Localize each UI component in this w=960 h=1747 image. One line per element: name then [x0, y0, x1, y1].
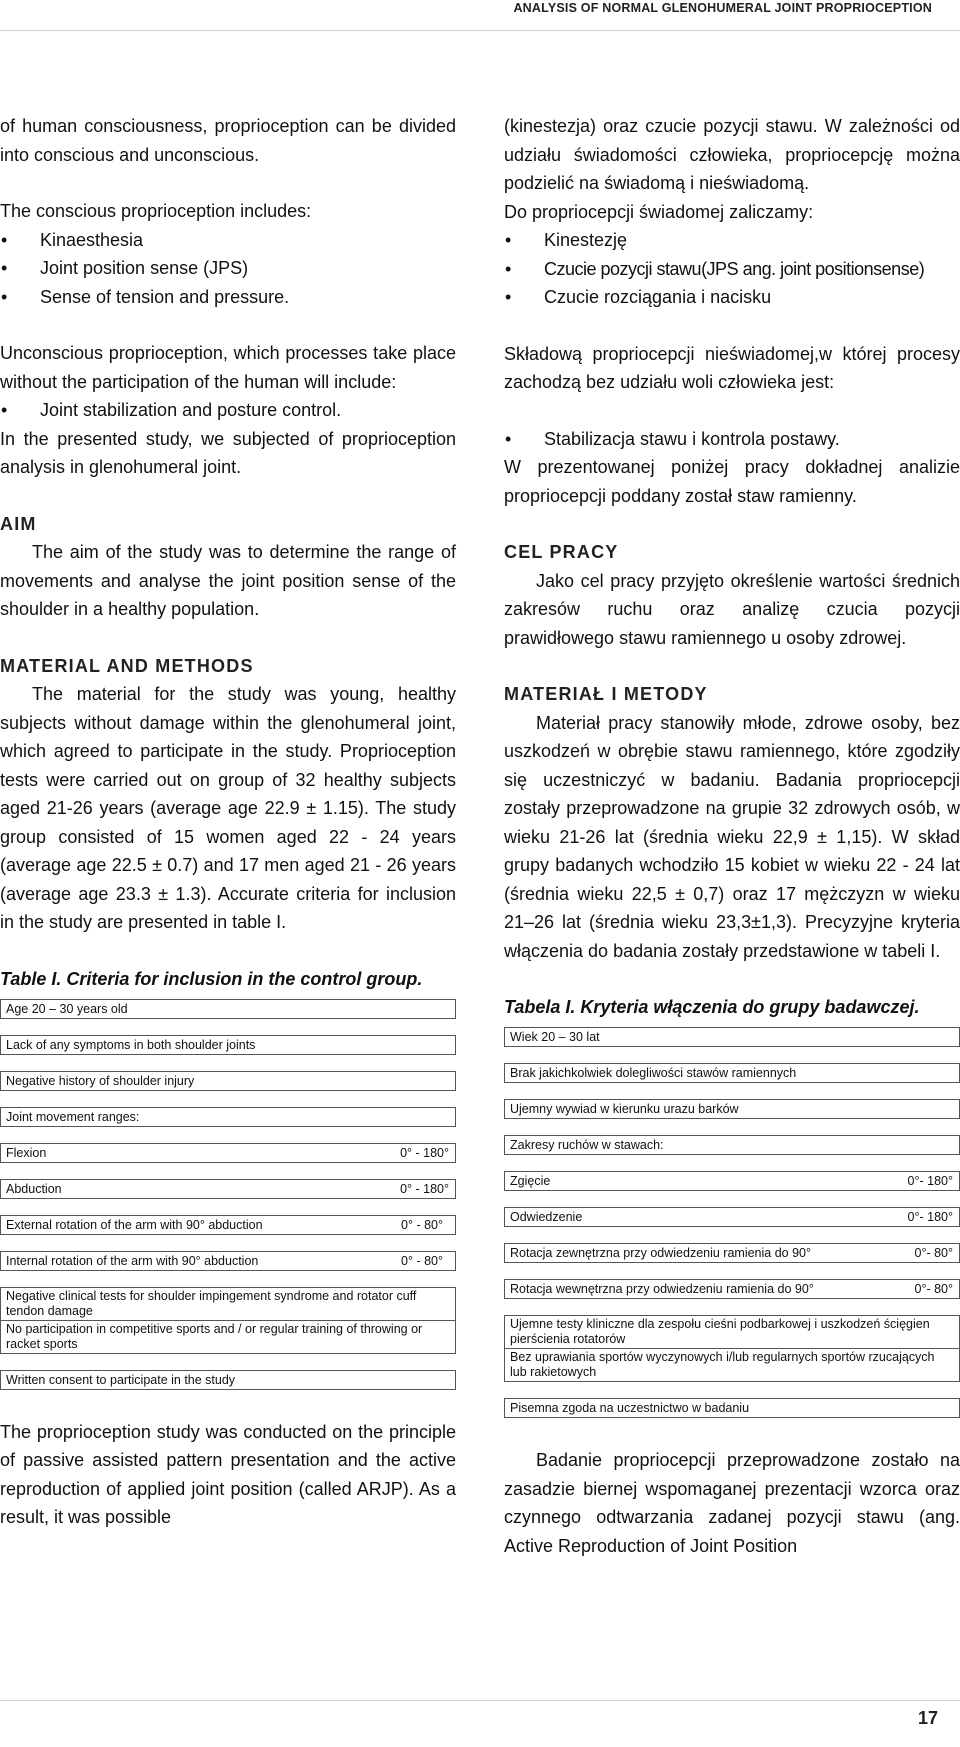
- list-item: • Kinestezję: [504, 226, 960, 255]
- conscious-list: [504, 226, 960, 312]
- row-label: Internal rotation of the arm with 90° abduction: [6, 1253, 259, 1268]
- table-row: [504, 1279, 960, 1299]
- unconscious-list: [504, 425, 960, 454]
- row-label: Ujemny wywiad w kierunku urazu barków: [510, 1102, 739, 1116]
- row-label: Zgięcie: [510, 1174, 551, 1188]
- table-row: [504, 1099, 960, 1119]
- table-row: [504, 1243, 960, 1263]
- conscious-list: [0, 226, 456, 312]
- unconscious-lead: Unconscious proprioception, which processes take place without the participation of the human will include:: [0, 343, 456, 392]
- table-row: [0, 1370, 456, 1390]
- row-label: Zakresy ruchów w stawach:: [510, 1138, 664, 1152]
- conscious-lead: Do propriocepcji świadomej zaliczamy:: [504, 201, 814, 222]
- row-label: No participation in competitive sports and / or regular training of throwing or racket sports: [6, 1321, 423, 1351]
- unconscious-lead: Składową propriocepcji nieświadomej,w której procesy zachodzą bez udziału woli człowieka jest:: [504, 343, 960, 392]
- header-divider: [0, 30, 960, 31]
- table-row: [504, 1135, 960, 1155]
- list-item: • Czucie rozciągania i nacisku: [504, 283, 960, 312]
- row-label: Negative history of shoulder injury: [6, 1073, 195, 1088]
- table-row: [0, 1179, 456, 1199]
- row-value: 0°- 180°: [907, 1210, 953, 1224]
- row-value: 0°- 80°: [914, 1282, 953, 1296]
- row-value: 0° - 80°: [401, 1253, 443, 1268]
- footer-divider: [0, 1700, 960, 1701]
- table-row: [0, 1215, 456, 1235]
- row-label: Flexion: [6, 1145, 47, 1160]
- table-row: [0, 1143, 456, 1163]
- row-label: Bez uprawiania sportów wyczynowych i/lub regularnych sportów rzucających lub rakietowych: [510, 1350, 935, 1379]
- table-row: [504, 1063, 960, 1083]
- row-value: 0°- 180°: [907, 1174, 953, 1188]
- table-row: [504, 1315, 960, 1348]
- table-row: [0, 1071, 456, 1091]
- study-paragraph: In the presented study, we subjected of proprioception analysis in glenohumeral joint.: [0, 428, 456, 477]
- table-row: [0, 999, 456, 1019]
- list-item: • Joint stabilization and posture control.: [0, 396, 456, 425]
- row-label: Lack of any symptoms in both shoulder joints: [6, 1037, 256, 1052]
- aim-heading: AIM: [0, 513, 37, 534]
- table-row: [0, 1287, 456, 1320]
- table-caption: Tabela I. Kryteria włączenia do grupy badawczej.: [504, 997, 920, 1017]
- closing-paragraph: Badanie propriocepcji przeprowadzone zostało na zasadzie biernej wspomaganej prezentacji wzorca oraz czynnego odtwarzania zadanej pozycji stawu (ang. Active Reproduction of Joint Position: [504, 1450, 960, 1556]
- methods-paragraph: Materiał pracy stanowiły młode, zdrowe osoby, bez uszkodzeń w obrębie stawu ramiennego, które zgodziły się uczestniczyć w badaniu. Badania propriocepcji zostały przeprowadzone na grupie 32 zdrowych osób, w wieku 21-26 lat (średnia wieku 22,9 ± 1,15). W skład grupy badanych wchodziło 15 kobiet w wieku 22 - 24 lat (średnia wieku 22,5 ± 0,7) oraz 17 mężczyzn w wieku 21–26 lat (średnia wieku 23,3±1,3). Precyzyjne kryteria włączenia do badania zostały przedstawione w tabeli I.: [504, 712, 960, 961]
- table-row: [504, 1207, 960, 1227]
- row-value: 0° - 180°: [400, 1181, 449, 1196]
- row-label: External rotation of the arm with 90° abduction: [6, 1217, 263, 1232]
- aim-heading: CEL PRACY: [504, 542, 619, 562]
- row-label: Pisemna zgoda na uczestnictwo w badaniu: [510, 1401, 750, 1415]
- methods-paragraph: The material for the study was young, healthy subjects without damage within the glenohumeral joint, which agreed to participate in the study. Proprioception tests were carried out on group of 32 healthy subjects aged 21-26 years (average age 22.9 ± 1.15). The study group consisted of 15 women aged 22 - 24 years (average age 22.5 ± 0.7) and 17 men aged 21 - 26 years (average age 23.3 ± 1.3). Accurate criteria for inclusion in the study are presented in table I.: [0, 684, 456, 932]
- row-label: Written consent to participate in the study: [6, 1372, 236, 1387]
- table-row: [504, 1171, 960, 1191]
- row-label: Wiek 20 – 30 lat: [510, 1030, 600, 1044]
- row-label: Joint movement ranges:: [6, 1109, 140, 1124]
- row-label: Abduction: [6, 1181, 62, 1196]
- table-row: [0, 1251, 456, 1271]
- row-label: Odwiedzenie: [510, 1210, 583, 1224]
- table-row: [0, 1035, 456, 1055]
- row-value: 0° - 180°: [400, 1145, 449, 1160]
- row-label: Rotacja wewnętrzna przy odwiedzeniu ramienia do 90°: [510, 1282, 814, 1296]
- english-column: [0, 112, 456, 1532]
- table-row: [504, 1027, 960, 1047]
- criteria-table: [504, 1027, 960, 1418]
- page-number: 17: [917, 1708, 938, 1728]
- list-item: • Kinaesthesia: [0, 226, 456, 255]
- methods-heading: MATERIAL AND METHODS: [0, 655, 254, 676]
- row-label: Rotacja zewnętrzna przy odwiedzeniu ramienia do 90°: [510, 1246, 811, 1260]
- row-value: 0° - 80°: [401, 1217, 443, 1232]
- intro-paragraph: of human consciousness, proprioception can be divided into conscious and unconscious.: [0, 116, 456, 165]
- row-label: Ujemne testy kliniczne dla zespołu cieśni podbarkowej i uszkodzeń ścięgien pierścienia rotatorów: [510, 1317, 930, 1346]
- running-header: [0, 0, 960, 34]
- table-row: [504, 1348, 960, 1382]
- list-item: • Sense of tension and pressure.: [0, 283, 456, 312]
- unconscious-list: [0, 396, 456, 425]
- table-caption: Table I. Criteria for inclusion in the control group.: [0, 968, 423, 989]
- closing-paragraph: The proprioception study was conducted on the principle of passive assisted pattern presentation and the active reproduction of applied joint position (called ARJP). As a result, it was possible: [0, 1421, 456, 1527]
- row-label: Age 20 – 30 years old: [6, 1001, 128, 1016]
- row-value: 0°- 80°: [914, 1246, 953, 1260]
- methods-heading: MATERIAŁ I METODY: [504, 684, 708, 704]
- table-row: [0, 1107, 456, 1127]
- table-row: [504, 1398, 960, 1418]
- table-row: [0, 1320, 456, 1354]
- row-label: Negative clinical tests for shoulder impingement syndrome and rotator cuff tendon damage: [6, 1288, 417, 1318]
- list-item: • Czucie pozycji stawu(JPS ang. joint positionsense): [504, 255, 960, 284]
- aim-paragraph: Jako cel pracy przyjęto określenie wartości średnich zakresów ruchu oraz analizę czucia pozycji prawidłowego stawu ramiennego u osoby zdrowej.: [504, 570, 960, 648]
- intro-paragraph: (kinestezja) oraz czucie pozycji stawu. W zależności od udziału świadomości człowieka, propriocepcję można podzielić na świadomą i nieświadomą.: [504, 116, 960, 193]
- criteria-table: [0, 999, 456, 1390]
- conscious-lead: The conscious proprioception includes:: [0, 201, 312, 221]
- aim-paragraph: The aim of the study was to determine the range of movements and analyse the joint position sense of the shoulder in a healthy population.: [0, 542, 456, 619]
- polish-column: [504, 112, 960, 1560]
- row-label: Brak jakichkolwiek dolegliwości stawów ramiennych: [510, 1066, 797, 1080]
- list-item: • Stabilizacja stawu i kontrola postawy.: [504, 425, 960, 454]
- running-header-title: ANALYSIS OF NORMAL GLENOHUMERAL JOINT PROPRIOCEPTION: [513, 1, 932, 15]
- list-item: • Joint position sense (JPS): [0, 254, 456, 283]
- study-paragraph: W prezentowanej poniżej pracy dokładnej analizie propriocepcji poddany został staw ramienny.: [504, 457, 960, 506]
